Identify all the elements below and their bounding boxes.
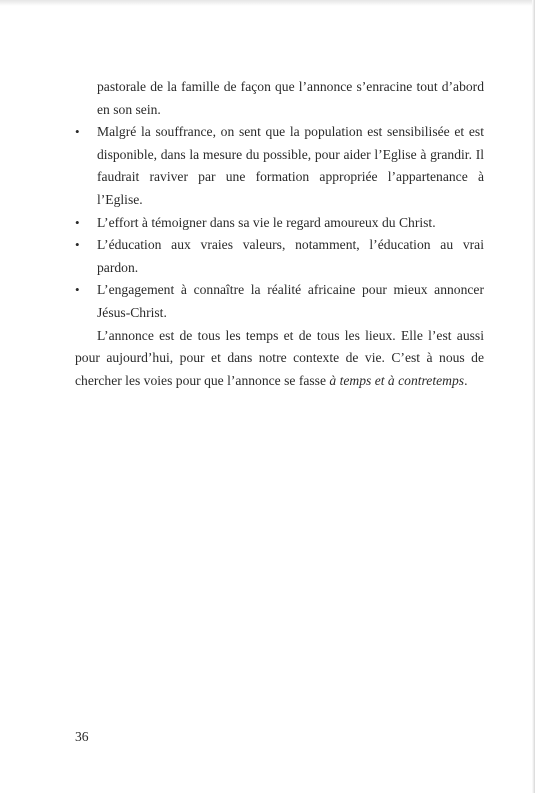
bullet-icon: • bbox=[75, 214, 80, 230]
list-item-text: Malgré la souffrance, on sent que la population est sensibilisée et est disponible, dans la mesure du possible, pour aider l’Eglise à grandir. Il faudrait raviver par une formation appropriée l’appartenance à l’Eglise. bbox=[97, 124, 484, 207]
list-item-text: L’éducation aux vraies valeurs, notamment, l’éducation au vrai pardon. bbox=[97, 237, 484, 275]
scan-edge-top bbox=[0, 0, 535, 6]
bullet-icon: • bbox=[75, 237, 80, 253]
closing-text: L’annonce est de tous les temps et de tous les lieux. Elle l’est aussi pour aujourd’hui, pour et dans notre contexte de vie. C’est à nous de chercher les voies pour que l’annonce se fasse bbox=[75, 327, 484, 388]
page-number: 36 bbox=[75, 729, 89, 744]
list-item bbox=[75, 234, 484, 279]
bullet-icon: • bbox=[75, 282, 80, 298]
bullet-icon: • bbox=[75, 124, 80, 140]
list-item bbox=[75, 121, 484, 211]
page-body bbox=[75, 76, 484, 392]
list-item-text: L’effort à témoigner dans sa vie le regard amoureux du Christ. bbox=[97, 214, 436, 230]
closing-paragraph bbox=[75, 325, 484, 393]
list-item bbox=[75, 212, 484, 235]
list-item bbox=[75, 279, 484, 324]
emphasis-text: à temps et à contretemps bbox=[329, 372, 465, 388]
bullet-list bbox=[75, 121, 484, 324]
list-item-text: L’engagement à connaître la réalité africaine pour mieux annoncer Jésus-Christ. bbox=[97, 282, 484, 320]
continuation-text: pastorale de la famille de façon que l’annonce s’enracine tout d’abord en son sein. bbox=[97, 79, 484, 117]
closing-period: . bbox=[464, 372, 468, 388]
